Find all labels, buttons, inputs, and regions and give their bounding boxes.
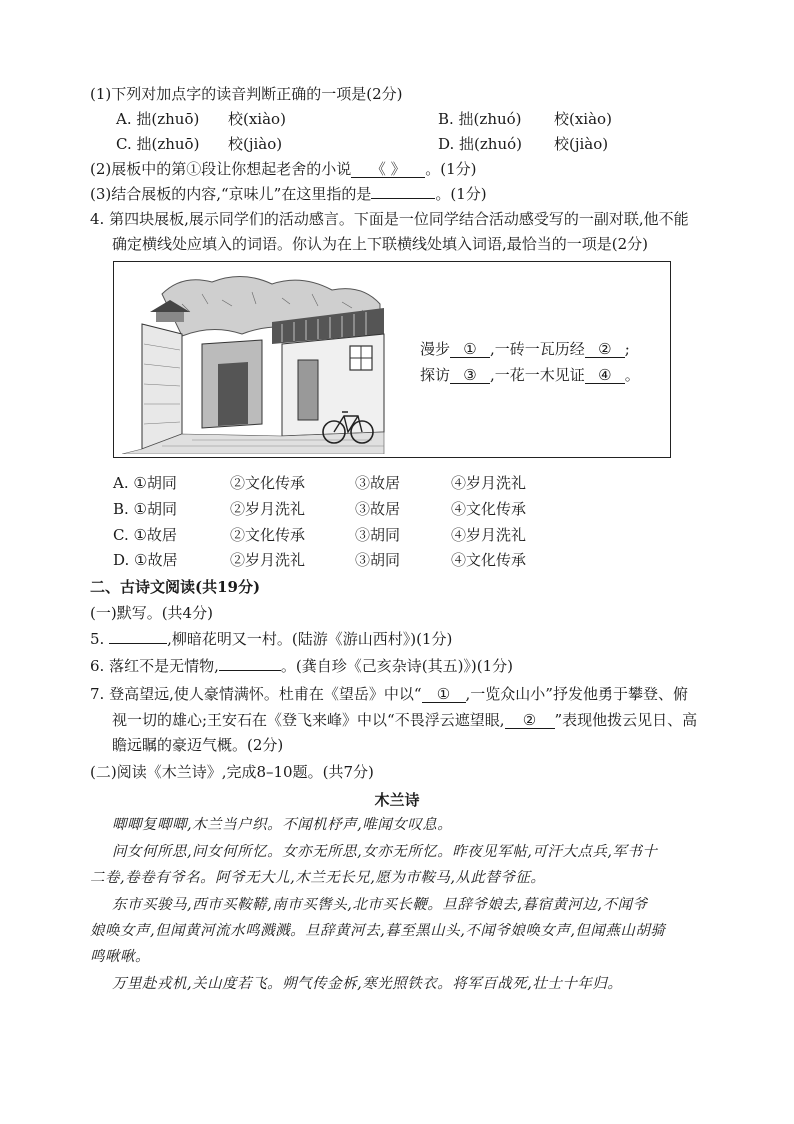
q1-option-a[interactable]: [116, 109, 286, 129]
option-label: C. 拙(zhuō): [116, 135, 200, 153]
q6-text: 6. 落红不是无情物,: [90, 657, 219, 675]
q6-source: 。(龚自珍《己亥杂诗(其五)》)(1分): [280, 657, 514, 675]
option-pair: 校(xiào): [554, 110, 612, 128]
q7-text: 7. 登高望远,使人豪情满怀。杜甫在《望岳》中以“: [90, 685, 422, 703]
option-cell: ③胡同: [355, 526, 401, 544]
q4-option-d[interactable]: [113, 550, 527, 570]
subsection-title: (一)默写。(共4分): [90, 604, 213, 622]
option-cell: ③胡同: [355, 551, 401, 569]
couplet-text: 。: [624, 366, 640, 384]
q2-line: [90, 159, 477, 179]
option-cell: D. ①故居: [113, 551, 178, 569]
option-cell: ②岁月洗礼: [230, 551, 306, 569]
couplet-blank-4[interactable]: ④: [585, 367, 625, 384]
couplet: [420, 336, 640, 388]
section-title: 二、古诗文阅读(共19分): [90, 578, 261, 596]
q7-text: 视一切的雄心;王安石在《登飞来峰》中以“不畏浮云遮望眼,: [112, 711, 505, 729]
q5-line: [90, 629, 452, 649]
q1-option-c[interactable]: [116, 134, 283, 154]
couplet-upper: [420, 336, 640, 362]
option-cell: ④文化传承: [451, 500, 527, 518]
q3-points: 。(1分): [435, 185, 487, 203]
option-cell: ②文化传承: [230, 526, 306, 544]
q2-blank[interactable]: 《 》: [351, 161, 425, 178]
q5-blank[interactable]: [109, 643, 167, 644]
illustration-box: [113, 261, 671, 458]
couplet-text: 漫步: [420, 340, 451, 358]
q7-blank-1[interactable]: ①: [422, 686, 466, 703]
q5-number: 5.: [90, 630, 105, 648]
q7-text: ,一览众山小”抒发他勇于攀登、俯: [465, 685, 688, 703]
poem-line: 问女何所思,问女何所忆。女亦无所思,女亦无所忆。昨夜见军帖,可汗大点兵,军书十: [112, 844, 658, 860]
poem-line: 唧唧复唧唧,木兰当户织。不闻机杼声,唯闻女叹息。: [112, 817, 453, 833]
q2-points: 。(1分): [425, 160, 477, 178]
option-cell: ④文化传承: [451, 551, 527, 569]
poem-line: 二卷,卷卷有爷名。阿爷无大儿,木兰无长兄,愿为市鞍马,从此替爷征。: [90, 870, 546, 886]
q3-line: [90, 184, 487, 204]
couplet-text: ,一花一木见证: [490, 366, 585, 384]
option-cell: C. ①故居: [113, 526, 177, 544]
poem-line: 万里赴戎机,关山度若飞。朔气传金柝,寒光照铁衣。将军百战死,壮士十年归。: [112, 976, 623, 992]
couplet-text: 探访: [420, 366, 451, 384]
option-pair: 校(xiào): [228, 110, 286, 128]
q7-text: ”表现他拨云见日、高: [554, 711, 698, 729]
option-cell: ④岁月洗礼: [451, 474, 527, 492]
couplet-blank-2[interactable]: ②: [585, 341, 625, 358]
couplet-text: ;: [624, 340, 630, 358]
option-cell: B. ①胡同: [113, 500, 178, 518]
option-cell: ②文化传承: [230, 474, 306, 492]
option-label: A. 拙(zhuō): [116, 110, 200, 128]
q2-text: (2)展板中的第①段让你想起老舍的小说: [90, 160, 352, 178]
q6-blank[interactable]: [219, 670, 281, 671]
option-cell: ②岁月洗礼: [230, 500, 306, 518]
couplet-blank-3[interactable]: ③: [450, 367, 490, 384]
option-cell: A. ①胡同: [113, 474, 177, 492]
q4-stem-line2: 确定横线处应填入的词语。你认为在上下联横线处填入词语,最恰当的一项是(2分): [112, 235, 649, 253]
q4-option-c[interactable]: [113, 525, 527, 545]
q3-text: (3)结合展板的内容,“京味儿”在这里指的是: [90, 185, 372, 203]
poem-line: 东市买骏马,西市买鞍鞯,南市买辔头,北市买长鞭。旦辞爷娘去,暮宿黄河边,不闻爷: [112, 897, 648, 913]
option-label: D. 拙(zhuó): [438, 135, 522, 153]
option-label: B. 拙(zhuó): [438, 110, 522, 128]
couplet-text: ,一砖一瓦历经: [490, 340, 585, 358]
q7-line2: [112, 710, 697, 730]
q1-stem: (1)下列对加点字的读音判断正确的一项是(2分): [90, 85, 403, 103]
option-pair: 校(jiào): [554, 135, 609, 153]
couplet-lower: [420, 362, 640, 388]
poem-line: 娘唤女声,但闻黄河流水鸣溅溅。旦辞黄河去,暮至黑山头,不闻爷娘唤女声,但闻燕山胡骑: [90, 923, 666, 939]
option-pair: 校(jiào): [228, 135, 283, 153]
option-cell: ③故居: [355, 474, 401, 492]
hutong-illustration: [122, 264, 392, 454]
q7-line1: [90, 684, 688, 704]
q1-option-d[interactable]: [438, 134, 609, 154]
q5-text: ,柳暗花明又一村。(陆游《游山西村》)(1分): [167, 630, 453, 648]
option-cell: ④岁月洗礼: [451, 526, 527, 544]
couplet-blank-1[interactable]: ①: [450, 341, 490, 358]
option-cell: ③故居: [355, 500, 401, 518]
q4-stem-line1: 4. 第四块展板,展示同学们的活动感言。下面是一位同学结合活动感受写的一副对联,他不能: [90, 210, 689, 228]
q7-line3: 瞻远瞩的豪迈气概。(2分): [112, 736, 284, 754]
poem-title: 木兰诗: [374, 791, 420, 809]
subsection-title-2: (二)阅读《木兰诗》,完成8–10题。(共7分): [90, 763, 374, 781]
poem-line: 鸣啾啾。: [90, 949, 150, 965]
q1-option-b[interactable]: [438, 109, 612, 129]
q3-blank[interactable]: [371, 198, 435, 199]
q4-option-b[interactable]: [113, 499, 527, 519]
q4-option-a[interactable]: [113, 473, 527, 493]
q7-blank-2[interactable]: ②: [505, 712, 555, 729]
q6-line: [90, 656, 513, 676]
